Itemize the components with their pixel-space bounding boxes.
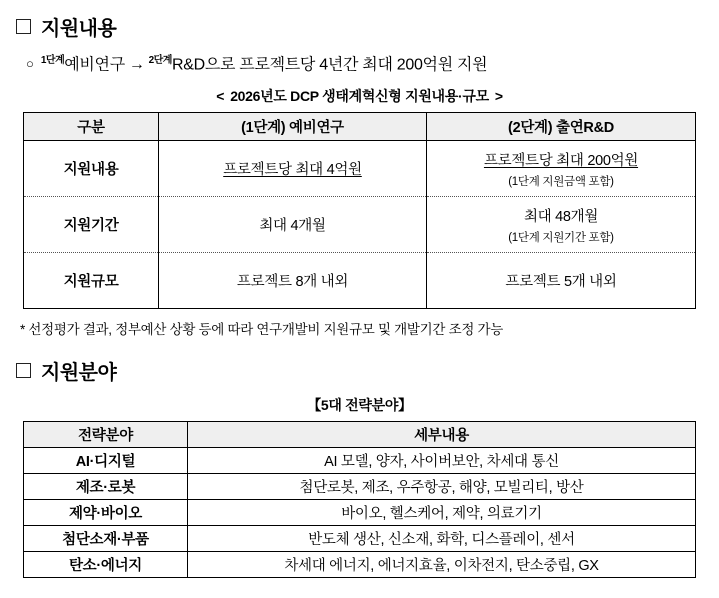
field-name: 제조·로봇 [24,474,188,500]
row-stage1-cell [159,197,427,253]
table-row [24,474,696,500]
strategic-fields-table [23,421,696,578]
circle-bullet-icon: ○ [26,56,34,72]
row-label: 지원규모 [24,253,159,309]
field-detail: 바이오, 헬스케어, 제약, 의료기기 [188,500,696,526]
row-stage1-cell [159,253,427,309]
table2-header-1: 세부내용 [188,422,696,448]
section-heading-support-fields [16,356,705,385]
cell-main-text: 프로젝트당 최대 4억원 [223,162,362,179]
caption-close-bracket: > [494,88,503,105]
support-summary-bullet [26,51,705,74]
table-row [24,197,696,253]
table1-header-2: (2단계) 출연R&D [427,113,696,141]
cell-sub-text: (1단계 지원금액 포함) [508,175,614,188]
field-detail: 첨단로봇, 제조, 우주항공, 해양, 모빌리티, 방산 [188,474,696,500]
cell-main-text: 프로젝트 8개 내외 [236,274,349,291]
table2-header-0: 전략분야 [24,422,188,448]
field-name: 탄소·에너지 [24,552,188,578]
stage1-text: 예비연구 [64,56,125,74]
row-stage1-cell [159,141,427,197]
row-label: 지원내용 [24,141,159,197]
row-label: 지원기간 [24,197,159,253]
field-name: 첨단소재·부품 [24,526,188,552]
table-row [24,552,696,578]
table1-caption [14,86,705,106]
cell-main-text: 프로젝트당 최대 200억원 [483,152,639,169]
table-row [24,253,696,309]
section-heading-support-content [16,12,705,41]
cell-main-text: 프로젝트 5개 내외 [505,274,617,291]
support-content-table [23,112,696,309]
table1-footnote: * 선정평가 결과, 정부예산 상황 등에 따라 연구개발비 지원규모 및 개발기간 조정 가능 [20,322,504,338]
row-stage2-cell [427,253,696,309]
table-row [24,141,696,197]
field-name: AI·디지털 [24,448,188,474]
table-row [24,526,696,552]
table-header-row [24,113,696,141]
field-detail: 반도체 생산, 신소재, 화학, 디스플레이, 센서 [188,526,696,552]
section-title: 지원분야 [41,362,117,385]
field-name: 제약·바이오 [24,500,188,526]
table1-header-1: (1단계) 예비연구 [159,113,427,141]
arrow-icon: → [128,56,145,74]
table1-header-0: 구분 [24,113,159,141]
table2-caption: 【5대 전략분야】 [307,397,412,414]
cell-sub-text: (1단계 지원기간 포함) [508,231,614,244]
stage2-superscript: 2단계 [148,55,172,66]
cell-main-text: 최대 4개월 [259,218,326,235]
table-header-row [24,422,696,448]
square-bullet-icon [16,19,31,34]
table-row [24,500,696,526]
section-title: 지원내용 [41,18,117,40]
row-stage2-cell [427,141,696,197]
table-row [24,448,696,474]
stage1-superscript: 1단계 [40,55,65,66]
field-detail: 차세대 에너지, 에너지효율, 이차전지, 탄소중립, GX [188,552,696,578]
caption-open-bracket: < [216,88,225,105]
field-detail: AI 모델, 양자, 사이버보안, 차세대 통신 [188,448,696,474]
stage2-text: R&D으로 프로젝트당 4년간 최대 200억원 지원 [171,56,488,74]
row-stage2-cell [427,197,696,253]
cell-main-text: 최대 48개월 [523,208,599,225]
bullet-text [41,51,487,74]
caption-text: 2026년도 DCP 생태계혁신형 지원내용·규모 [230,88,489,105]
square-bullet-icon [16,363,31,378]
